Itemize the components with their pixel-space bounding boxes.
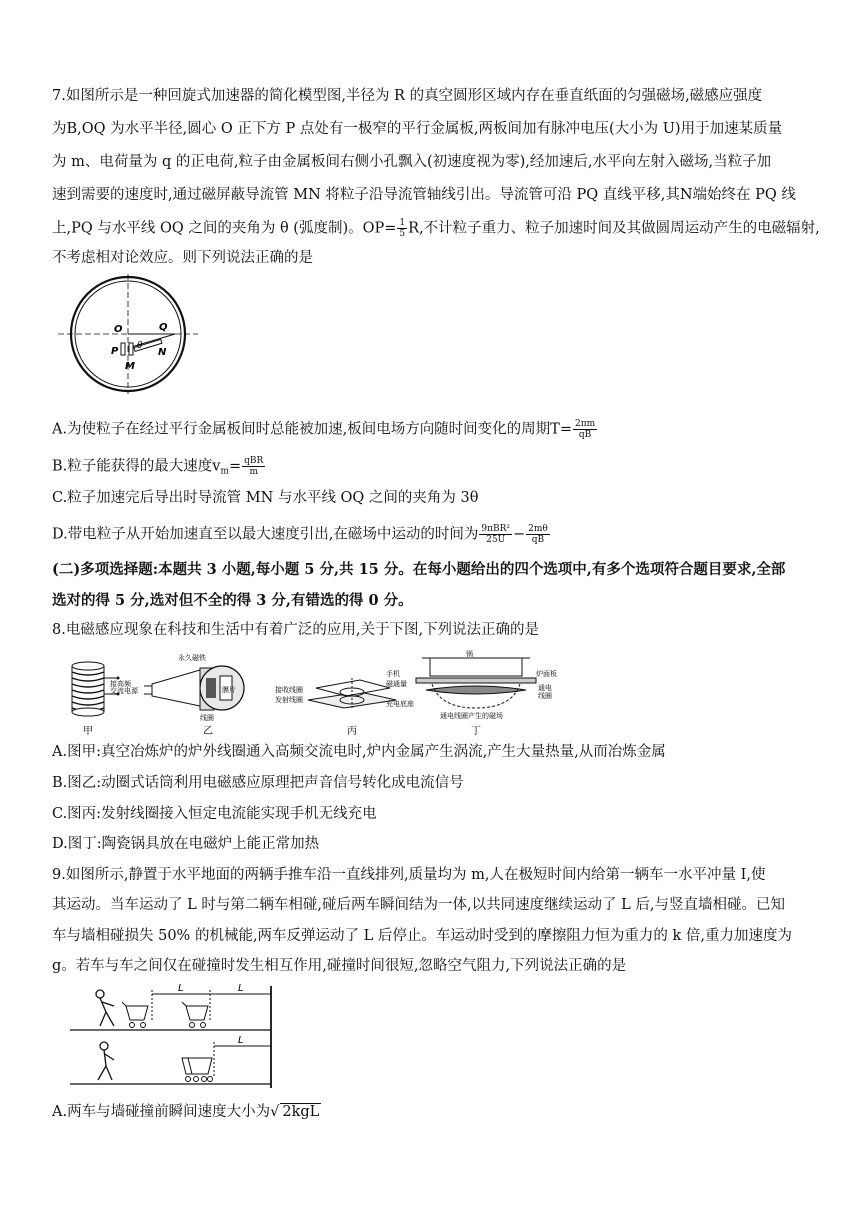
section-2-instruction-line-1: (二)多项选择题:本题共 3 小题,每小题 5 分,共 15 分。在每小题给出的四个选项中,有多个选项符合题目要求,全部 <box>52 561 786 578</box>
bing-recv-label: 接收线圈 <box>275 686 303 694</box>
q8-option-c: C.图丙:发射线圈接入恒定电流能实现手机无线充电 <box>52 806 377 822</box>
q7-option-d <box>52 524 551 545</box>
ding-panel-label: 炉面板 <box>536 670 557 678</box>
jia-label-2: 交流电源 <box>110 687 138 695</box>
q7-option-a <box>52 419 598 440</box>
figure-bing-wireless-charger <box>275 669 414 737</box>
bing-base-label: 充电底座 <box>386 700 414 708</box>
label-o: O <box>114 324 123 335</box>
metal-plate-right <box>129 343 133 355</box>
q7-option-d-text: D.带电粒子从开始加速直至以最大速度引出,在磁场中运动的时间为 <box>52 526 479 543</box>
q9-option-a-text: A.两车与墙碰撞前瞬间速度大小为 <box>52 1104 271 1120</box>
cart-2-icon <box>182 1002 208 1028</box>
q7-option-b-text: B.粒子能获得的最大速度v <box>52 458 221 475</box>
q9-carts-figure <box>66 982 276 1092</box>
q9-stem-line-4: g。若车与车之间仅在碰撞时发生相互作用,碰撞时间很短,忽略空气阻力,下列说法正确的是 <box>52 958 627 974</box>
q7-option-c: C.粒子加速完后导出时导流管 MN 与水平线 OQ 之间的夹角为 3θ <box>52 490 479 506</box>
sqrt-sign: √ <box>270 1104 280 1120</box>
op-frac-den: 5 <box>399 229 406 239</box>
merged-carts-icon <box>182 1058 213 1082</box>
vmax-den: m <box>249 467 259 477</box>
q7-cyclotron-figure <box>58 272 198 397</box>
ding-coil-label-1: 通电 <box>538 684 552 692</box>
yi-coil-label: 线圈 <box>200 714 214 722</box>
q7-stem-line-2: 为B,OQ 为水平半径,圆心 O 正下方 P 点处有一极窄的平行金属板,两板间加有脉冲电压(大小为 U)用于加速某质量 <box>52 121 783 137</box>
yi-caption: 乙 <box>203 726 213 737</box>
bing-caption: 丙 <box>347 726 357 737</box>
q7-stem-5a: 上,PQ 与水平线 OQ 之间的夹角为 θ (弧度制)。OP= <box>52 220 397 237</box>
ding-pot-label: 锅 <box>466 650 473 658</box>
q9-stem-line-2: 其运动。当车运动了 L 时与第二辆车相碰,碰后两车瞬间结为一体,以共同速度继续运动了 L 后,与竖直墙相碰。已知 <box>52 897 786 913</box>
q7-stem-5b: R,不计粒子重力、粒子加速时间及其做圆周运动产生的电磁辐射, <box>408 220 820 237</box>
yi-film-label: 膜片 <box>222 686 236 694</box>
q8-option-a: A.图甲:真空冶炼炉的炉外线圈通入高频交流电时,炉内金属产生涡流,产生大量热量,从而冶炼金属 <box>52 744 666 760</box>
time-fraction-2 <box>526 524 550 545</box>
op-frac-num: 1 <box>399 218 406 228</box>
label-theta: θ <box>137 341 143 351</box>
period-fraction <box>573 419 597 440</box>
label-m: M <box>125 361 135 372</box>
section-2-instruction-line-2: 选对的得 5 分,选对但不全的得 3 分,有错选的得 0 分。 <box>52 592 413 609</box>
jia-caption: 甲 <box>83 726 93 737</box>
q7-stem-line-4: 速到需要的速度时,通过磁屏蔽导流管 MN 将粒子沿导流管轴线引出。导流管可沿 PQ 直线平移,其N端始终在 PQ 线 <box>52 187 796 203</box>
bing-flux-label: 磁通量 <box>386 680 407 688</box>
op-fraction <box>397 218 407 239</box>
label-n: N <box>158 347 167 358</box>
figure-ding-induction-cooker <box>416 649 557 737</box>
ding-caption: 丁 <box>471 726 481 737</box>
vm-subscript: m <box>220 466 230 477</box>
time-den-2: qB <box>531 535 545 545</box>
time-den-1: 25U <box>486 535 506 545</box>
minus-sign: − <box>512 526 526 543</box>
ding-coil-label-2: 线圈 <box>538 692 552 700</box>
time-num-2: 2mθ <box>528 524 548 534</box>
person-pushing-icon <box>96 990 114 1026</box>
time-num-1: 9πBR² <box>481 524 510 534</box>
sqrt-radicand: 2kgL <box>282 1104 320 1120</box>
q7-stem-line-3: 为 m、电荷量为 q 的正电荷,粒子由金属板间右侧小孔飘入(初速度视为零),经加速后,水平向左射入磁场,当粒子加 <box>52 154 772 170</box>
q8-stem: 8.电磁感应现象在科技和生活中有着广泛的应用,关于下图,下列说法正确的是 <box>52 622 540 638</box>
bing-phone-label: 手机 <box>386 670 400 678</box>
q8-option-d: D.图丁:陶瓷锅具放在电磁炉上能正常加热 <box>52 836 320 852</box>
q9-option-a <box>52 1104 321 1120</box>
q7-stem-line-5 <box>52 218 820 239</box>
yi-magnet-label: 永久磁铁 <box>178 654 206 662</box>
q9-stem-line-3: 车与墙相碰损失 50% 的机械能,两车反弹运动了 L 后停止。车运动时受到的摩擦阻力恒为重力的 k 倍,重力加速度为 <box>52 928 793 944</box>
q7-option-b-eq: = <box>229 458 242 475</box>
time-fraction-1 <box>479 524 512 545</box>
figure-yi-microphone <box>144 653 244 737</box>
q7-option-b <box>52 456 266 480</box>
q7-stem-line-6: 不考虑相对论效应。则下列说法正确的是 <box>52 250 313 266</box>
period-num: 2πm <box>575 419 596 429</box>
q9-stem-line-1: 9.如图所示,静置于水平地面的两辆手推车沿一直线排列,质量均为 m,人在极短时间内给第一辆车一水平冲量 I,使 <box>52 867 766 883</box>
jia-label-1: 接高频 <box>110 680 131 688</box>
q8-option-b: B.图乙:动圈式话筒利用电磁感应原理把声音信号转化成电流信号 <box>52 775 464 791</box>
bing-send-label: 发射线圈 <box>275 696 303 704</box>
distance-label-3: L <box>238 1035 244 1046</box>
distance-label-2: L <box>238 983 244 994</box>
q7-option-a-text: A.为使粒子在经过平行金属板间时总能被加速,板间电场方向随时间变化的周期T= <box>52 421 573 438</box>
ding-field-label: 通电线圈产生的磁场 <box>440 712 503 720</box>
metal-plate-left <box>121 343 125 355</box>
period-den: qB <box>578 430 592 440</box>
vmax-num: qBR <box>244 456 264 466</box>
cart-1-icon <box>122 1002 148 1028</box>
figure-jia-furnace <box>72 662 139 737</box>
vmax-fraction <box>242 456 265 477</box>
label-q: Q <box>159 322 168 333</box>
person-standing-icon <box>98 1042 114 1080</box>
distance-label-1: L <box>178 983 184 994</box>
q7-stem-line-1: 7.如图所示是一种回旋式加速器的简化模型图,半径为 R 的真空圆形区域内存在垂直纸面的匀强磁场,磁感应强度 <box>52 88 763 104</box>
q8-figures <box>60 648 560 738</box>
label-p: P <box>111 346 119 357</box>
